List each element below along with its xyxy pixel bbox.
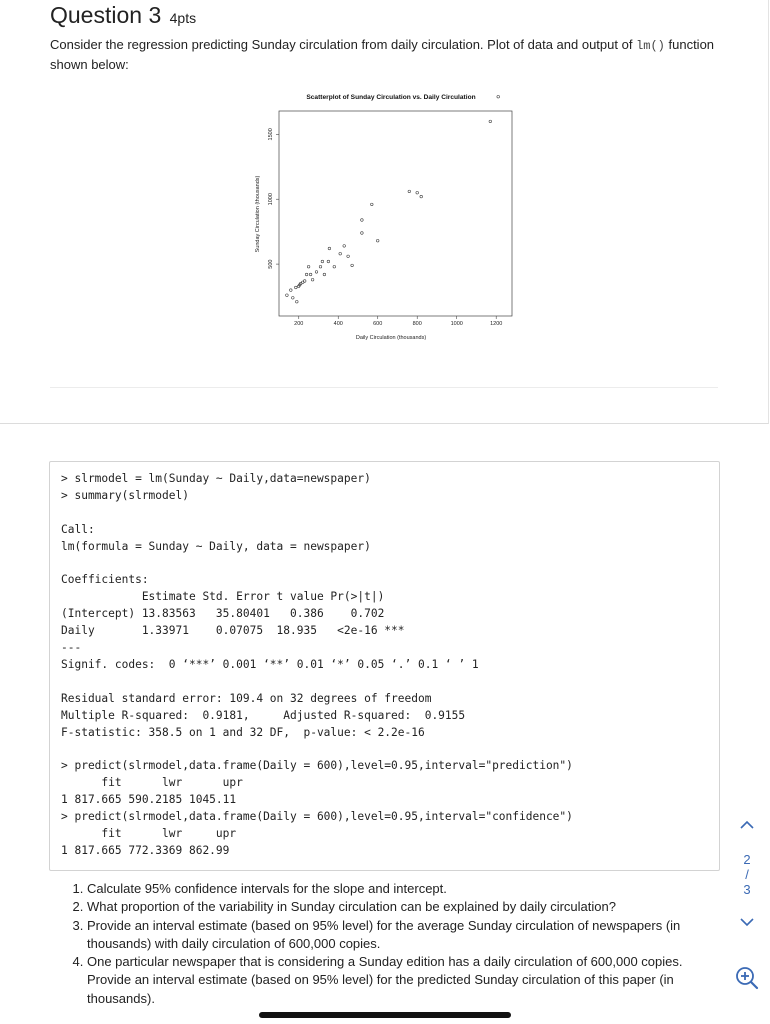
task-item: 3. Provide an interval estimate (based on 95% level) for the average Sunday circulation of newspapers (in thousands) with daily circulation of 600,000 copies. — [87, 917, 690, 954]
page-total: 3 — [743, 882, 751, 897]
data-point — [292, 297, 295, 300]
data-point — [489, 120, 492, 123]
data-point — [323, 273, 326, 276]
data-point — [315, 271, 318, 274]
data-point — [309, 273, 312, 276]
task-list — [70, 880, 690, 1008]
x-tick-label: 1000 — [450, 321, 463, 327]
data-point — [321, 260, 324, 263]
console-line: Call: — [61, 522, 95, 536]
x-tick-label: 400 — [333, 321, 343, 327]
task-item: 4. One particular newspaper that is considering a Sunday edition has a daily circulation of 600,000 copies. Provide an interval estimate (based on 95% level) for the predicted Sunday circulation of this paper (in thousands). — [87, 953, 690, 1008]
console-line: > summary(slrmodel) — [61, 488, 189, 502]
console-line: > predict(slrmodel,data.frame(Daily = 600),level=0.95,interval="confidence") — [61, 810, 573, 823]
question-title — [50, 2, 196, 29]
y-tick-label: 1500 — [268, 128, 274, 141]
y-tick-label: 1000 — [268, 193, 274, 206]
data-point — [376, 239, 379, 242]
page-current: 2 — [743, 852, 751, 867]
console-line: Multiple R-squared: 0.9181, Adjusted R-squared: 0.9155 — [61, 708, 466, 722]
chart-title: Scatterplot of Sunday Circulation vs. Daily Circulation — [306, 94, 476, 101]
task-item: 2. What proportion of the variability in Sunday circulation can be explained by daily circulation? — [87, 898, 690, 916]
data-point — [416, 191, 419, 194]
console-line: (Intercept) 13.83563 35.80401 0.386 0.702 — [61, 607, 385, 621]
console-line: lm(formula = Sunday ~ Daily, data = newspaper) — [61, 539, 371, 553]
console-line: 1 817.665 772.3369 862.99 — [61, 843, 230, 857]
data-point — [290, 289, 293, 292]
data-point — [319, 265, 322, 268]
data-point — [333, 265, 336, 268]
console-line: F-statistic: 358.5 on 1 and 32 DF, p-value: < 2.2e-16 — [61, 725, 425, 739]
task-item: 1. Calculate 95% confidence intervals for the slope and intercept. — [87, 880, 690, 898]
data-point — [343, 245, 346, 248]
prompt-text: Consider the regression predicting Sunday circulation from daily circulation. Plot of data and output of — [50, 37, 633, 52]
x-tick-label: 600 — [373, 321, 383, 327]
data-point — [311, 278, 314, 281]
x-axis-label: Daily Circulation (thousands) — [355, 335, 427, 341]
home-indicator[interactable] — [259, 1012, 511, 1018]
scatterplot — [250, 88, 515, 348]
x-tick-label: 200 — [294, 321, 304, 327]
data-point — [296, 300, 299, 303]
y-tick-label: 500 — [268, 259, 274, 269]
page-separator: / — [745, 867, 749, 882]
data-point — [339, 252, 342, 255]
x-tick-label: 800 — [412, 321, 422, 327]
data-point — [307, 265, 310, 268]
console-line: > slrmodel = lm(Sunday ~ Daily,data=newspaper) — [61, 472, 371, 485]
x-axis — [294, 316, 502, 327]
data-point — [347, 255, 350, 258]
question-prompt — [50, 36, 730, 74]
y-axis — [268, 128, 279, 268]
data-point — [327, 260, 330, 263]
question-points: 4pts — [169, 10, 197, 26]
question-number: Question 3 — [50, 2, 162, 28]
console-line: fit lwr upr — [61, 776, 243, 790]
data-points — [286, 95, 500, 303]
data-point — [305, 273, 308, 276]
data-point — [497, 95, 500, 98]
data-point — [361, 219, 364, 222]
chevron-down-icon[interactable] — [737, 914, 757, 931]
console-line: fit lwr upr — [61, 826, 237, 840]
y-axis-label: Sunday Circulation (thousands) — [255, 175, 261, 253]
data-point — [328, 247, 331, 250]
prompt-text-end: function shown below: — [50, 37, 715, 72]
console-line: 1 817.665 590.2185 1045.11 — [61, 793, 237, 807]
console-line: Signif. codes: 0 ‘***’ 0.001 ‘**’ 0.01 ‘*’ 0.05 ‘.’ 0.1 ‘ ’ 1 — [61, 657, 479, 671]
data-point — [286, 294, 289, 297]
x-tick-label: 1200 — [490, 321, 503, 327]
console-line: Daily 1.33971 0.07075 18.935 <2e-16 *** — [61, 624, 405, 638]
card-divider — [50, 387, 718, 388]
data-point — [371, 203, 374, 206]
console-line: Estimate Std. Error t value Pr(>|t|) — [61, 590, 385, 604]
prompt-code: lm() — [636, 39, 665, 53]
console-line: --- — [61, 641, 82, 654]
r-console-output — [49, 461, 720, 871]
question-card — [0, 0, 769, 424]
data-point — [361, 232, 364, 235]
chevron-up-icon[interactable] — [737, 817, 757, 834]
data-point — [303, 280, 306, 283]
data-point — [420, 195, 423, 198]
console-line: Coefficients: — [61, 573, 149, 587]
console-line: > predict(slrmodel,data.frame(Daily = 600),level=0.95,interval="prediction") — [61, 759, 573, 773]
zoom-in-icon[interactable] — [734, 965, 760, 991]
data-point — [408, 190, 411, 193]
data-point — [295, 286, 298, 289]
console-line: Residual standard error: 109.4 on 32 degrees of freedom — [61, 691, 432, 705]
data-point — [351, 264, 354, 267]
plot-frame — [279, 111, 512, 316]
